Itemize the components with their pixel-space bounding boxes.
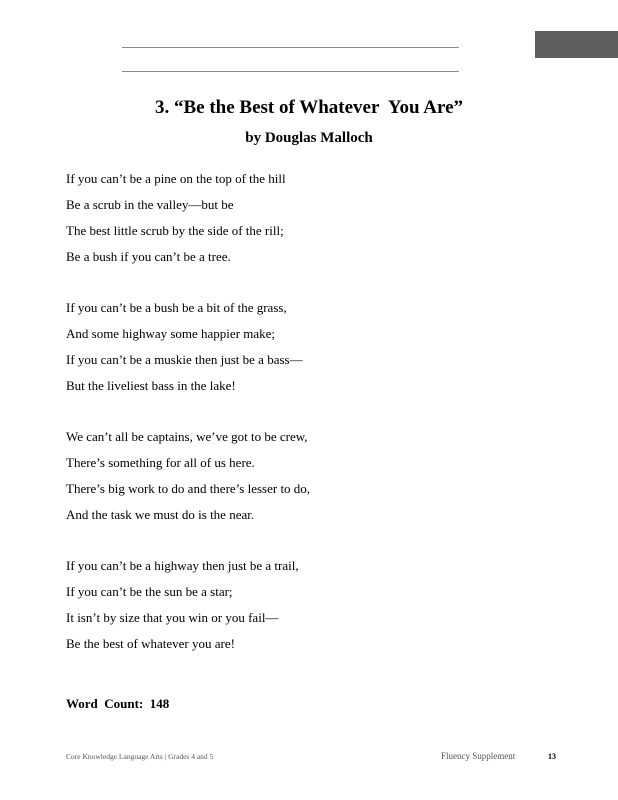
poem-line: The best little scrub by the side of the rill; [66,223,284,238]
poem-title: 3. “Be the Best of Whatever You Are” [154,97,464,118]
poem-body [66,166,546,682]
name-line-1 [122,47,459,48]
header-tab [535,31,618,58]
word-count: Word Count: 148 [66,696,170,711]
poem-line: If you can’t be the sun be a star; [66,584,233,599]
poem-line: And the task we must do is the near. [66,507,255,522]
poem-line: If you can’t be a bush be a bit of the grass, [66,300,287,315]
poem-line: And some highway some happier make; [66,326,276,341]
stanza-2 [66,295,546,399]
poem-line: If you can’t be a pine on the top of the hill [66,171,286,186]
poem-line: There’s something for all of us here. [66,455,255,470]
stanza-1 [66,166,546,270]
stanza-3 [66,424,546,528]
poem-line: But the liveliest bass in the lake! [66,378,236,393]
name-line-2 [122,71,459,72]
stanza-4 [66,553,546,657]
page-number: 13 [548,752,556,761]
footer-section-title: Fluency Supplement [441,751,516,761]
poem-line: There’s big work to do and there’s lesser to do, [66,481,311,496]
poem-line: We can’t all be captains, we’ve got to be crew, [66,429,308,444]
poem-line: Be the best of whatever you are! [66,636,235,651]
poem-line: It isn’t by size that you win or you fail— [66,610,279,625]
poem-line: If you can’t be a highway then just be a trail, [66,558,299,573]
poem-line: Be a scrub in the valley—but be [66,197,234,212]
poem-line: Be a bush if you can’t be a tree. [66,249,231,264]
footer-course-title: Core Knowledge Language Arts | Grades 4 and 5 [66,752,214,761]
poem-author: by Douglas Malloch [245,130,373,146]
poem-line: If you can’t be a muskie then just be a bass— [66,352,303,367]
